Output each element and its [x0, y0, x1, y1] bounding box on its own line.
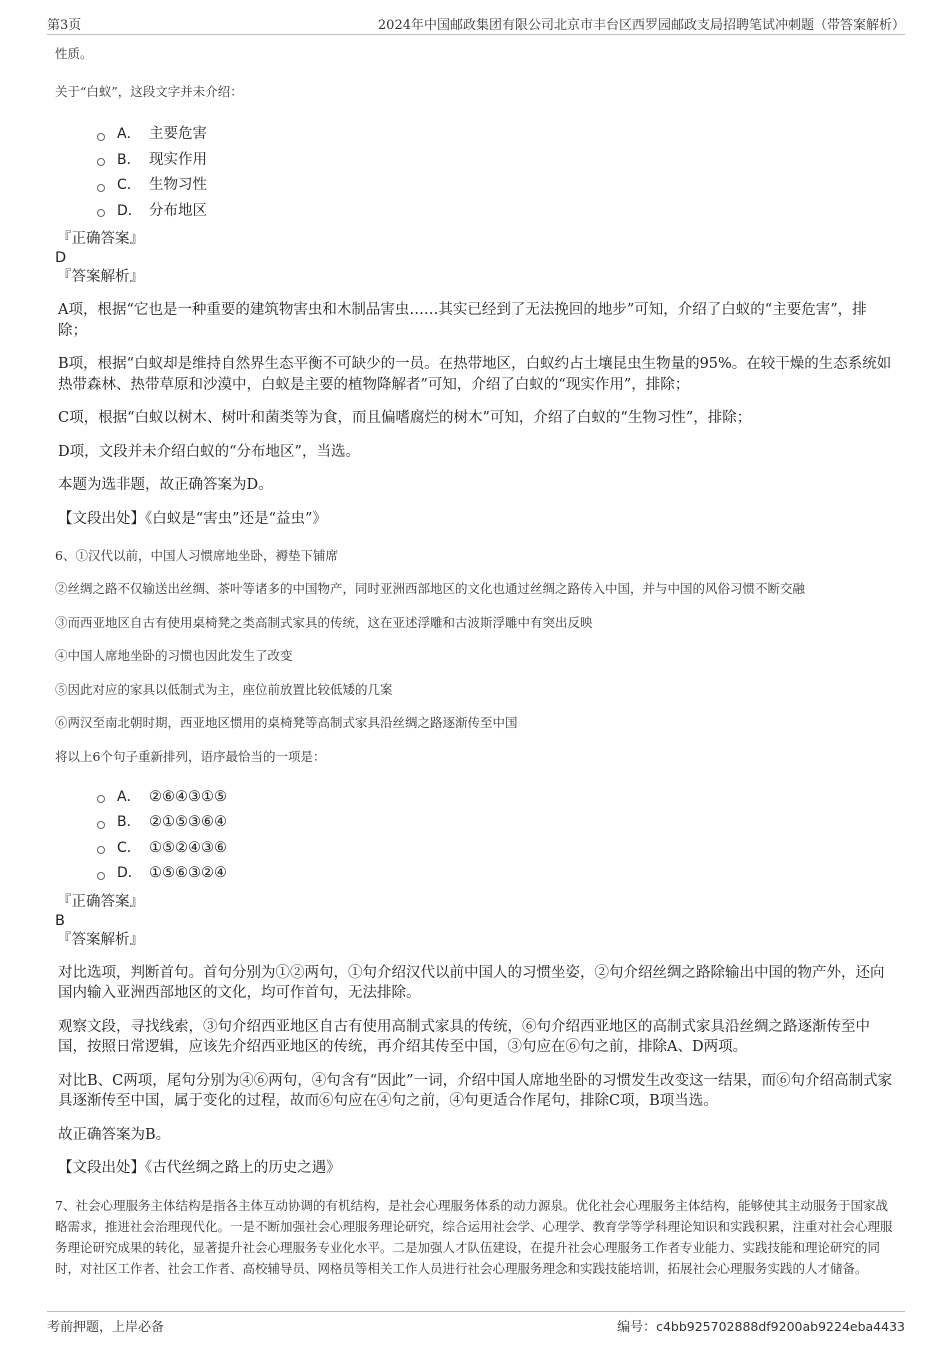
q6-analysis-conclusion: 故正确答案为B。 [58, 1126, 171, 1143]
q6-analysis-3: 对比B、C两项，尾句分别为④⑥两句，④句含有“因此”一词，介绍中国人席地坐卧的习惯发生改变这一结果，而⑥句介绍高制式家具逐渐传至中国，属于变化的过程，故而⑥句应在④句之前，④句更适合作尾句，排除C项，B项当选。 [58, 1072, 893, 1109]
page-footer [47, 1311, 905, 1336]
q5-answer-value: D [55, 250, 67, 266]
q6-analysis-1: 对比选项，判断首句。首句分别为①②两句，①句介绍汉代以前中国人的习惯坐姿，②句介绍丝绸之路除输出中国的物产外，还向国内输入亚洲西部地区的文化，均可作首句，无法排除。 [58, 964, 885, 1001]
option-text: 生物习性 [149, 177, 207, 193]
q6-option-c[interactable] [97, 836, 895, 862]
option-letter: A． [117, 126, 141, 142]
q5-analysis-d: D项，文段并未介绍白蚁的“分布地区”，当选。 [58, 443, 360, 460]
q5-option-a[interactable] [97, 122, 895, 148]
q5-answer-label: 『正确答案』 [57, 231, 144, 247]
radio-icon[interactable] [97, 184, 105, 192]
q5-analysis-c: C项，根据“白蚁以树木、树叶和菌类等为食，而且偏嗜腐烂的树木”可知，介绍了白蚁的“生物习性”，排除； [58, 410, 752, 426]
q6-stem: 将以上6个句子重新排列，语序最恰当的一项是： [55, 748, 326, 764]
q6-answer-label: 『正确答案』 [57, 893, 144, 910]
q6-analysis-2: 观察文段，寻找线索，③句介绍西亚地区自古有使用高制式家具的传统，⑥句介绍西亚地区的高制式家具沿丝绸之路逐渐传至中国，按照日常逻辑，应该先介绍西亚地区的传统，再介绍其传至中国，③句应在⑥句之前，排除A、D两项。 [58, 1018, 870, 1055]
option-letter: B． [117, 151, 141, 168]
radio-icon[interactable] [97, 133, 105, 141]
option-letter: A． [117, 788, 141, 805]
footer-code-value: c4bb925702888df9200ab9224eba4433 [656, 1319, 905, 1334]
option-text: 分布地区 [149, 202, 207, 219]
footer-slogan: 考前押题，上岸必备 [47, 1320, 165, 1335]
q6-option-d[interactable] [97, 861, 895, 887]
footer-code [617, 1316, 905, 1335]
option-text: ①⑤⑥③②④ [149, 865, 227, 881]
q6-sentence-6: ⑥两汉至南北朝时期，西亚地区惯用的桌椅凳等高制式家具沿丝绸之路逐渐传至中国 [55, 715, 518, 730]
q6-sentence-5: ⑤因此对应的家具以低制式为主，座位前放置比较低矮的几案 [55, 681, 393, 697]
q6-sentence-3: ③而西亚地区自古有使用桌椅凳之类高制式家具的传统，这在亚述浮雕和古波斯浮雕中有突出反映 [55, 614, 593, 630]
q6-sentence-1: 6、①汉代以前，中国人习惯席地坐卧，褥垫下铺席 [55, 547, 338, 563]
option-letter: B． [117, 814, 141, 830]
q5-options [97, 122, 895, 224]
radio-icon[interactable] [97, 872, 105, 880]
radio-icon[interactable] [97, 209, 105, 217]
page-header [47, 12, 905, 35]
option-text: ②⑥④③①⑤ [149, 788, 227, 805]
q6-source: 【文段出处】《古代丝绸之路上的历史之遇》 [58, 1160, 341, 1176]
q5-analysis-conclusion: 本题为选非题，故正确答案为D。 [58, 477, 273, 493]
option-letter: D． [117, 202, 142, 219]
q7-passage: 7、社会心理服务主体结构是指各主体互动协调的有机结构，是社会心理服务体系的动力源泉。优化社会心理服务主体结构，能够使其主动服务于国家战略需求，推进社会治理现代化。一是不断加强社会心理服务理论研究，综合运用社会学、心理学、教育学等学科理论知识和实践积累，注重对社会心理服务理论研究成果的转化，显著提升社会心理服务专业化水平。二是加强人才队伍建设，在提升社会心理服务工作者专业能力、实践技能和理论研究的同时，对社区工作者、社会工作者、高校辅导员、网格员等相关工作人员进行社会心理服务理念和实践技能培训，拓展社会心理服务实践的人才储备。 [55, 1198, 893, 1276]
q5-passage-tail: 性质。 [55, 46, 93, 61]
radio-icon[interactable] [97, 795, 105, 803]
q5-analysis-b: B项，根据“白蚁却是维持自然界生态平衡不可缺少的一员。在热带地区，白蚁约占土壤昆虫生物量的95%。在较干燥的生态系统如热带森林、热带草原和沙漠中，白蚁是主要的植物降解者”可知，介绍了白蚁的“现实作用”，排除； [58, 356, 892, 393]
option-letter: C． [117, 839, 141, 856]
option-text: 现实作用 [149, 151, 207, 168]
option-letter: C． [117, 177, 141, 193]
page-number: 第3页 [47, 18, 82, 33]
radio-icon[interactable] [97, 158, 105, 166]
option-text: ②①⑤③⑥④ [149, 814, 227, 830]
q5-source: 【文段出处】《白蚁是“害虫”还是“益虫”》 [58, 510, 327, 527]
q6-option-b[interactable] [97, 810, 895, 836]
q5-option-c[interactable] [97, 173, 895, 199]
radio-icon[interactable] [97, 846, 105, 854]
footer-code-label: 编号： [617, 1320, 657, 1335]
q5-stem: 关于“白蚁”，这段文字并未介绍： [55, 84, 243, 99]
q6-answer-value: B [55, 912, 65, 929]
q5-analysis-label: 『答案解析』 [57, 269, 144, 285]
option-letter: D． [117, 865, 142, 881]
page-content [55, 44, 895, 1279]
document-title: 2024年中国邮政集团有限公司北京市丰台区西罗园邮政支局招聘笔试冲刺题（带答案解析） [377, 18, 905, 33]
option-text: 主要危害 [149, 126, 207, 142]
q6-options [97, 785, 895, 887]
q5-option-b[interactable] [97, 148, 895, 174]
radio-icon[interactable] [97, 821, 105, 829]
q5-option-d[interactable] [97, 199, 895, 225]
q6-sentence-4: ④中国人席地坐卧的习惯也因此发生了改变 [55, 648, 293, 663]
option-text: ①⑤②④③⑥ [149, 839, 227, 856]
q6-analysis-label: 『答案解析』 [57, 931, 144, 948]
q5-analysis-a: A项，根据“它也是一种重要的建筑物害虫和木制品害虫……其实已经到了无法挽回的地步”可知，介绍了白蚁的“主要危害”，排除； [58, 302, 867, 339]
q6-option-a[interactable] [97, 785, 895, 811]
q6-sentence-2: ②丝绸之路不仅输送出丝绸、茶叶等诸多的中国物产，同时亚洲西部地区的文化也通过丝绸之路传入中国，并与中国的风俗习惯不断交融 [55, 581, 806, 596]
